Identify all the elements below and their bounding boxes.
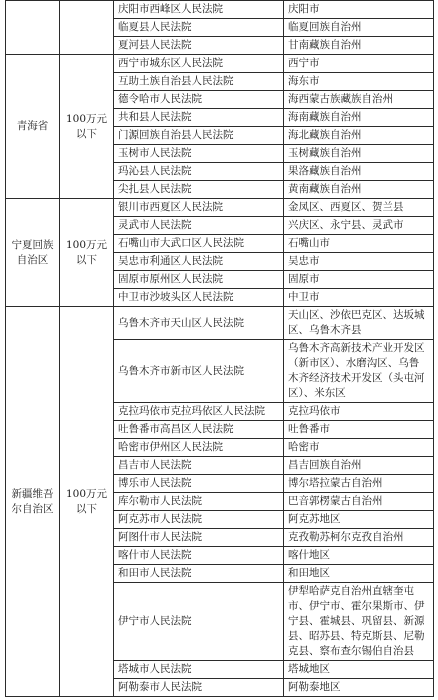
court-cell: 阿勒泰市人民法院 (114, 679, 284, 697)
court-cell: 伊宁市人民法院 (114, 583, 284, 661)
court-cell: 尖扎县人民法院 (114, 181, 284, 199)
court-cell: 西宁市城东区人民法院 (114, 55, 284, 73)
area-cell: 中卫市 (284, 289, 434, 307)
area-cell: 吐鲁番市 (284, 421, 434, 439)
area-cell: 石嘴山市 (284, 235, 434, 253)
court-cell: 灵武市人民法院 (114, 217, 284, 235)
court-cell: 共和县人民法院 (114, 109, 284, 127)
area-cell: 金凤区、西夏区、贺兰县 (284, 199, 434, 217)
area-cell: 巴音郭楞蒙古自治州 (284, 493, 434, 511)
area-cell: 临夏回族自治州 (284, 19, 434, 37)
court-cell: 吐鲁番市高昌区人民法院 (114, 421, 284, 439)
amount-cell: 100万元以下 (60, 307, 114, 697)
court-cell: 乌鲁木齐市新市区人民法院 (114, 340, 284, 403)
area-cell: 海北藏族自治州 (284, 127, 434, 145)
court-jurisdiction-table (5, 0, 434, 697)
area-cell: 天山区、沙依巴克区、达坂城区、乌鲁木齐县 (284, 307, 434, 340)
amount-cell-empty (60, 1, 114, 55)
area-cell: 哈密市 (284, 439, 434, 457)
area-cell: 兴庆区、永宁县、灵武市 (284, 217, 434, 235)
area-cell: 和田地区 (284, 565, 434, 583)
area-cell: 海南藏族自治州 (284, 109, 434, 127)
court-cell: 和田市人民法院 (114, 565, 284, 583)
area-cell: 固原市 (284, 271, 434, 289)
table-row (6, 55, 434, 73)
amount-cell: 100万元以下 (60, 199, 114, 307)
court-cell: 中卫市沙坡头区人民法院 (114, 289, 284, 307)
area-cell: 海西蒙古族藏族自治州 (284, 91, 434, 109)
court-cell: 阿图什市人民法院 (114, 529, 284, 547)
province-cell-empty (6, 1, 60, 55)
area-cell: 阿勒泰地区 (284, 679, 434, 697)
area-cell: 昌吉回族自治州 (284, 457, 434, 475)
area-cell: 克拉玛依市 (284, 403, 434, 421)
court-cell: 夏河县人民法院 (114, 37, 284, 55)
table-row (6, 1, 434, 19)
court-cell: 德令哈市人民法院 (114, 91, 284, 109)
court-cell: 乌鲁木齐市天山区人民法院 (114, 307, 284, 340)
court-cell: 银川市西夏区人民法院 (114, 199, 284, 217)
court-cell: 固原市原州区人民法院 (114, 271, 284, 289)
area-cell: 塔城地区 (284, 661, 434, 679)
court-cell: 庆阳市西峰区人民法院 (114, 1, 284, 19)
area-cell: 果洛藏族自治州 (284, 163, 434, 181)
court-cell: 塔城市人民法院 (114, 661, 284, 679)
province-cell: 新疆维吾尔自治区 (6, 307, 60, 697)
court-cell: 克拉玛依市克拉玛依区人民法院 (114, 403, 284, 421)
area-cell: 玉树藏族自治州 (284, 145, 434, 163)
area-cell: 庆阳市 (284, 1, 434, 19)
court-cell: 博乐市人民法院 (114, 475, 284, 493)
area-cell: 克孜勒苏柯尔克孜自治州 (284, 529, 434, 547)
court-cell: 玉树市人民法院 (114, 145, 284, 163)
court-cell: 吴忠市利通区人民法院 (114, 253, 284, 271)
table-row (6, 307, 434, 340)
area-cell: 海东市 (284, 73, 434, 91)
table-body (6, 1, 434, 697)
court-cell: 临夏县人民法院 (114, 19, 284, 37)
court-cell: 石嘴山市大武口区人民法院 (114, 235, 284, 253)
amount-cell: 100万元以下 (60, 55, 114, 199)
area-cell: 西宁市 (284, 55, 434, 73)
court-cell: 玛沁县人民法院 (114, 163, 284, 181)
court-cell: 昌吉市人民法院 (114, 457, 284, 475)
table-row (6, 199, 434, 217)
court-cell: 互助土族自治县人民法院 (114, 73, 284, 91)
area-cell: 阿克苏地区 (284, 511, 434, 529)
area-cell: 乌鲁木齐高新技术产业开发区（新市区）、水磨沟区、乌鲁木齐经济技术开发区（头屯河区）、米东区 (284, 340, 434, 403)
area-cell: 喀什地区 (284, 547, 434, 565)
court-cell: 哈密市伊州区人民法院 (114, 439, 284, 457)
area-cell: 博尔塔拉蒙古自治州 (284, 475, 434, 493)
court-cell: 库尔勒市人民法院 (114, 493, 284, 511)
province-cell: 青海省 (6, 55, 60, 199)
area-cell: 吴忠市 (284, 253, 434, 271)
court-cell: 阿克苏市人民法院 (114, 511, 284, 529)
area-cell: 甘南藏族自治州 (284, 37, 434, 55)
area-cell: 伊犁哈萨克自治州直辖奎屯市、伊宁市、霍尔果斯市、伊宁县、霍城县、巩留县、新源县、昭苏县、特克斯县、尼勒克县、察布查尔锡伯自治县 (284, 583, 434, 661)
court-cell: 门源回族自治县人民法院 (114, 127, 284, 145)
area-cell: 黄南藏族自治州 (284, 181, 434, 199)
province-cell: 宁夏回族自治区 (6, 199, 60, 307)
court-cell: 喀什市人民法院 (114, 547, 284, 565)
